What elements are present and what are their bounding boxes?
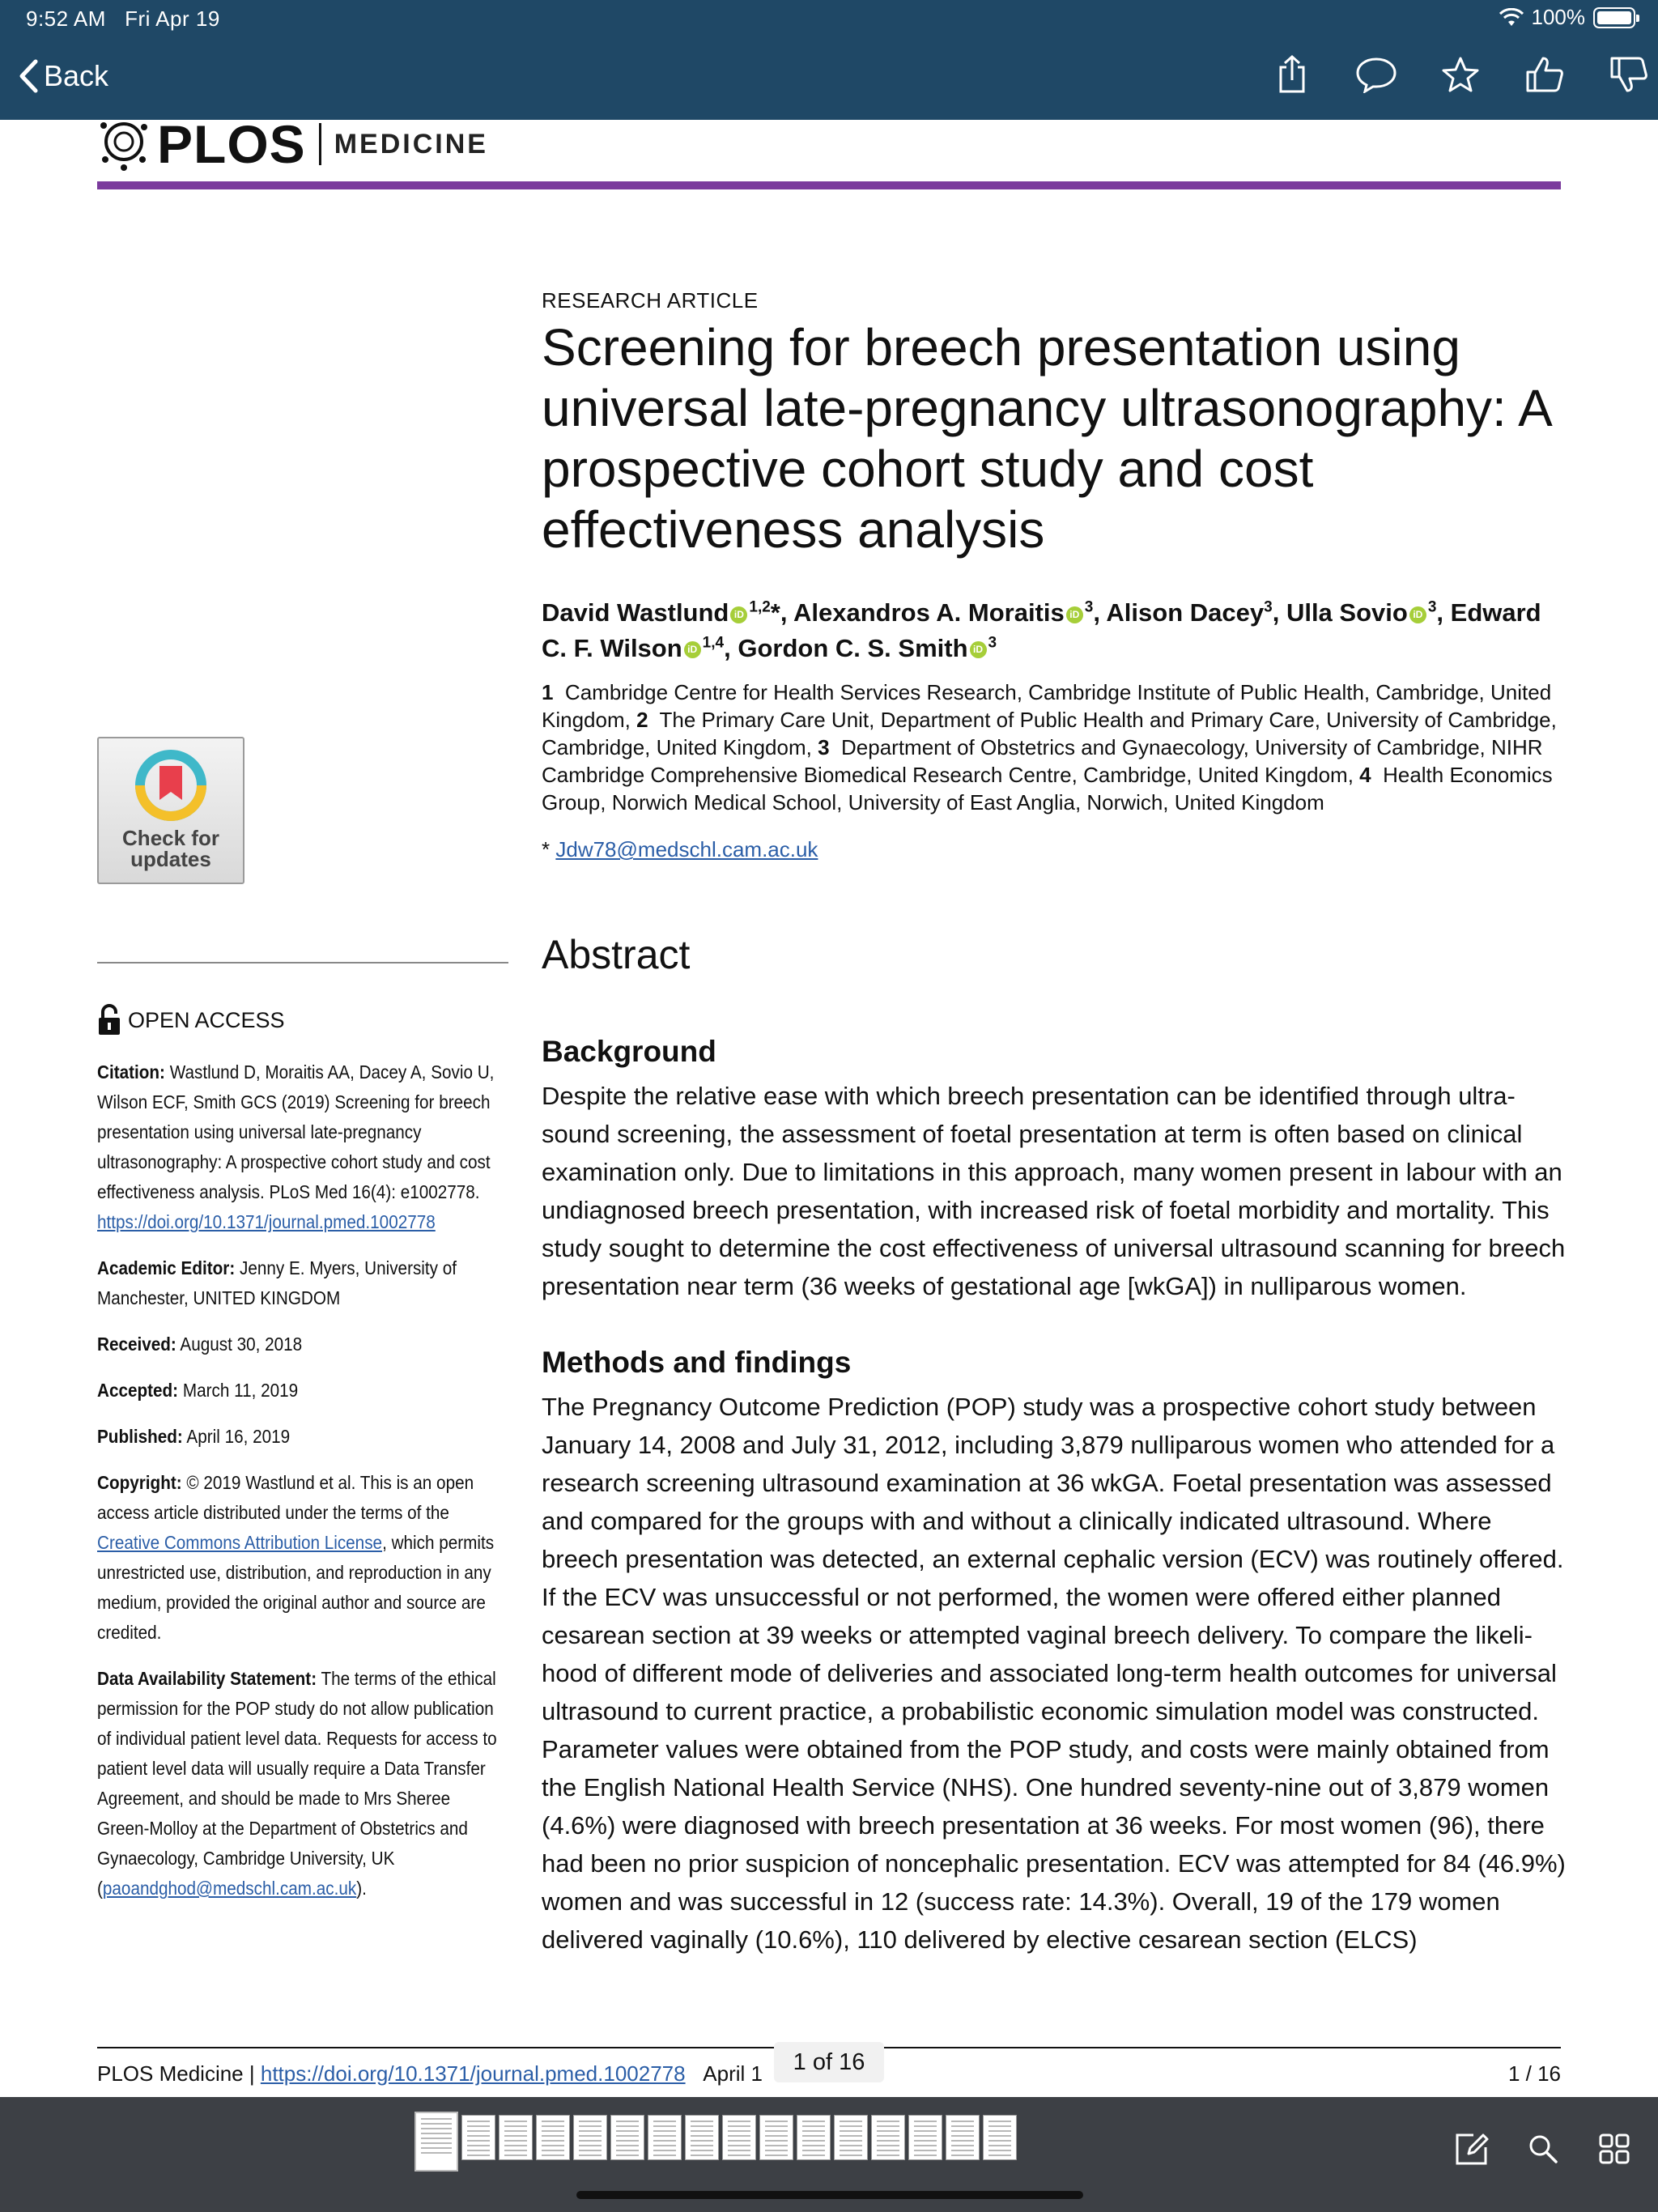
- journal-name: MEDICINE: [334, 128, 488, 160]
- tool-actions: [1452, 2129, 1634, 2168]
- author: Ulla Sovio iD $^3$,: [1286, 598, 1444, 627]
- author-affiliation: 3: [1084, 599, 1094, 616]
- published-value: April 16, 2019: [186, 1426, 291, 1447]
- data-availability-label: Data Availability Statement:: [97, 1668, 317, 1689]
- published-label: Published:: [97, 1426, 183, 1447]
- footer-doi-link[interactable]: https://doi.org/10.1371/journal.pmed.1002778: [260, 2061, 686, 2086]
- article-info: [97, 1057, 497, 1920]
- corresponding-email: [542, 837, 818, 862]
- citation-label: Citation:: [97, 1061, 165, 1083]
- copyright: [97, 1468, 505, 1648]
- battery-percent: 100%: [1531, 5, 1585, 29]
- page-thumbnail[interactable]: [685, 2115, 719, 2160]
- affiliation-text: Cambridge Centre for Health Services Research, Cambridge Institute of Public Health, Cambridge, United Kingdom,: [542, 680, 1552, 732]
- received-date: [97, 1329, 505, 1359]
- status-date: Fri Apr 19: [125, 6, 220, 31]
- article-type: RESEARCH ARTICLE: [542, 288, 759, 313]
- license-link[interactable]: Creative Commons Attribution License: [97, 1532, 383, 1553]
- crossmark-icon: [132, 747, 210, 824]
- corresponding-mark: *: [770, 598, 780, 627]
- accepted-value: March 11, 2019: [182, 1380, 299, 1401]
- received-label: Received:: [97, 1334, 176, 1355]
- page-thumbnail[interactable]: [871, 2115, 905, 2160]
- check-for-updates-button[interactable]: [97, 737, 244, 884]
- orcid-icon[interactable]: iD: [730, 606, 747, 623]
- share-icon: [1276, 54, 1308, 95]
- markup-icon: [1454, 2131, 1490, 2167]
- email-link[interactable]: Jdw78@medschl.cam.ac.uk: [555, 837, 818, 861]
- article-title: Screening for breech presentation using universal late-pregnancy ultrasonography: A prospective cohort study and cost effectiveness analysis: [542, 318, 1550, 559]
- search-icon: [1527, 2133, 1559, 2165]
- abstract-heading: Abstract: [542, 932, 691, 977]
- affiliation-number: 3: [818, 735, 830, 759]
- thumbs-down-icon: [1609, 56, 1648, 93]
- author-name: Alison Dacey: [1106, 598, 1265, 627]
- background-heading: Background: [542, 1035, 716, 1068]
- page-thumbnail[interactable]: [946, 2115, 980, 2160]
- page-thumbnail[interactable]: [499, 2115, 533, 2160]
- affiliation-text: Department of Obstetrics and Gynaecology, University of Cambridge, NIHR Cambridge Comprehensive Biomedical Research Centre, Cambridge, United Kingdom,: [542, 735, 1543, 787]
- pdf-page[interactable]: [0, 120, 1658, 2097]
- status-time: [26, 6, 220, 32]
- methods-text: The Pregnancy Outcome Prediction (POP) study was a prospective cohort study between January 14, 2008 and July 31, 2012, including 3,879 nulliparous women who attended for a research screening ultrasound examination at 36 wkGA. Foetal presentation was assessed and compared for the groups with and without a clinically indicated ultrasound. Where breech presentation was detected, an external cephalic version (ECV) was routinely offered. If the ECV was unsuccessful or not performed, the women were offered either planned cesarean section at 39 weeks or attempted vaginal breech delivery. To compare the likeli-hood of different mode of deliveries and associated long-term health outcomes for universal ultrasound to current practice, a probabilistic economic simulation model was constructed. Parameter values were obtained from the POP study, and costs were mainly obtained from the English National Health Service (NHS). One hundred seventy-nine out of 3,879 women (4.6%) were diagnosed with breech presentation at 36 weeks. For most women (96), there had been no prior suspicion of noncephalic presentation. ECV was attempted for 84 (46.9%) women and was successful in 12 (success rate: 14.3%). Overall, 19 of the 179 women delivered vaginally (10.6%), 110 delivered by elective cesarean section (ELCS): [542, 1393, 1566, 1954]
- clock: 9:52 AM: [26, 6, 106, 31]
- author-name: David Wastlund: [542, 598, 729, 627]
- accepted-date: [97, 1376, 505, 1406]
- plos-globe-icon: [97, 120, 151, 171]
- open-access: [97, 1004, 285, 1036]
- received-value: August 30, 2018: [180, 1334, 303, 1355]
- author-name: Gordon C. S. Smith: [738, 633, 968, 662]
- data-availability-text: The terms of the ethical permission for the POP study do not allow publication of individual patient level data. Requests for access to patient level data will usually require a Data Transfer Agreement, and should be made to Mrs Sheree Green-Molloy at the Department of Obstetrics and Gynaecology, Cambridge University, UK (: [97, 1668, 497, 1899]
- battery-icon: [1593, 7, 1635, 28]
- orcid-icon[interactable]: iD: [970, 641, 987, 658]
- published-date: [97, 1422, 505, 1452]
- page-thumbnail[interactable]: [722, 2115, 756, 2160]
- page-thumbnail[interactable]: [759, 2115, 793, 2160]
- copyright-label: Copyright:: [97, 1472, 182, 1493]
- open-access-label: OPEN ACCESS: [128, 1007, 285, 1032]
- bottom-toolbar: [0, 2097, 1658, 2212]
- page-footer: [97, 2061, 763, 2087]
- nav-actions: [1271, 53, 1650, 96]
- favorite-button[interactable]: [1439, 53, 1482, 96]
- affiliation-number: 2: [636, 708, 648, 732]
- author-affiliation: 3: [1427, 599, 1437, 616]
- wifi-icon: [1499, 8, 1524, 28]
- affiliation-number: 1: [542, 680, 554, 704]
- page-thumbnail[interactable]: [834, 2115, 868, 2160]
- page-thumbnail[interactable]: [414, 2112, 458, 2172]
- accepted-label: Accepted:: [97, 1380, 179, 1401]
- copyright-text-end: , which permits unrestricted use, distribution, and reproduction in any medium, provided the original author and source are credited.: [97, 1532, 495, 1643]
- author-name: Alexandros A. Moraitis: [793, 598, 1065, 627]
- back-label: Back: [44, 59, 109, 92]
- footer-journal: PLOS Medicine |: [97, 2061, 255, 2086]
- header-rule: [97, 181, 1561, 189]
- affiliations: [542, 678, 1570, 816]
- orcid-icon[interactable]: iD: [1409, 606, 1426, 623]
- citation-text: Wastlund D, Moraitis AA, Dacey A, Sovio U, Wilson ECF, Smith GCS (2019) Screening for breech presentation using universal late-pregnancy ultrasonography: A prospective cohort study and cost effectiveness analysis. PLoS Med 16(4): e1002778.: [97, 1061, 495, 1202]
- page-thumbnail[interactable]: [536, 2115, 570, 2160]
- affiliation-number: 4: [1359, 763, 1371, 787]
- background-text: Despite the relative ease with which breech presentation can be identified through ultra-sound screening, the assessment of foetal presentation at term is often based on clinical examination only. Due to limitations in this approach, many women present in labour with an undiagnosed breech presentation, with increased risk of foetal morbidity and mortality. This study sought to determine the cost effectiveness of universal ultrasound scanning for breech presentation near term (36 weeks of gestational age [wkGA]) in nulliparous women.: [542, 1082, 1566, 1300]
- author: [738, 634, 997, 662]
- author: Alison Dacey$^3$,: [1106, 598, 1280, 627]
- methods-heading: Methods and findings: [542, 1346, 852, 1379]
- dislike-button[interactable]: [1608, 53, 1650, 96]
- page-thumbnail[interactable]: [573, 2115, 607, 2160]
- data-request-email-link[interactable]: paoandghod@medschl.cam.ac.uk: [102, 1878, 357, 1899]
- copyright-text: © 2019 Wastlund et al. This is an open access article distributed under the terms of the: [97, 1472, 474, 1523]
- affiliation-text: Health Economics Group, Norwich Medical School, University of East Anglia, Norwich, United Kingdom: [542, 763, 1553, 815]
- author-name: Ulla Sovio: [1286, 598, 1408, 627]
- author-affiliation: 3: [988, 634, 997, 652]
- page-thumbnail[interactable]: [610, 2115, 644, 2160]
- chevron-left-icon: [18, 58, 39, 94]
- update-badge-label: Check for updates: [122, 826, 219, 871]
- author-list: [542, 593, 1570, 663]
- sidebar-rule: [97, 962, 508, 963]
- data-availability-end: ).: [356, 1878, 367, 1899]
- page-thumbnails: [414, 2115, 1017, 2172]
- author: Alexandros A. Moraitis iD $^3$,: [793, 598, 1100, 627]
- thumbs-up-icon: [1525, 56, 1564, 93]
- data-availability: [97, 1664, 505, 1904]
- share-button[interactable]: [1271, 53, 1313, 96]
- citation: [97, 1057, 505, 1237]
- journal-logo: [97, 120, 488, 174]
- comment-button[interactable]: [1355, 53, 1397, 96]
- page-thumbnail[interactable]: [648, 2115, 682, 2160]
- author-name: Edward C. F. Wilson: [542, 598, 1541, 662]
- star-icon: [1442, 56, 1479, 93]
- page-thumbnail[interactable]: [983, 2115, 1017, 2160]
- page-thumbnail[interactable]: [908, 2115, 942, 2160]
- markup-button[interactable]: [1452, 2129, 1491, 2168]
- author: David Wastlund iD $^{1,2}$*,: [542, 598, 788, 627]
- author: Edward C. F. Wilson iD $^{1,4}$,: [542, 598, 1541, 662]
- home-indicator[interactable]: [576, 2191, 1083, 2199]
- status-indicators: [1499, 5, 1636, 30]
- footer-date: April 1: [703, 2061, 763, 2086]
- academic-editor: [97, 1253, 505, 1313]
- orcid-icon[interactable]: iD: [684, 641, 701, 658]
- back-button[interactable]: [18, 58, 108, 94]
- comment-icon: [1355, 56, 1397, 93]
- open-lock-icon: [97, 1004, 121, 1036]
- editor-label: Academic Editor:: [97, 1257, 236, 1278]
- journal-brand: PLOS: [157, 120, 306, 174]
- logo-divider: [319, 123, 321, 165]
- grid-view-button[interactable]: [1595, 2129, 1634, 2168]
- like-button[interactable]: [1524, 53, 1566, 96]
- author-affiliation: 3: [1264, 599, 1273, 616]
- top-bar: [0, 0, 1658, 120]
- footer-page-number: 1 / 16: [1507, 2061, 1561, 2086]
- email-prefix: *: [542, 837, 551, 861]
- orcid-icon[interactable]: iD: [1066, 606, 1083, 623]
- page-indicator: 1 of 16: [774, 2042, 884, 2082]
- page-thumbnail[interactable]: [797, 2115, 831, 2160]
- affiliation-text: The Primary Care Unit, Department of Public Health and Primary Care, University of Cambridge, Cambridge, United Kingdom,: [542, 708, 1557, 759]
- author-affiliation: 1,2: [749, 599, 771, 616]
- search-button[interactable]: [1524, 2129, 1562, 2168]
- page-thumbnail[interactable]: [461, 2115, 495, 2160]
- author-affiliation: 1,4: [702, 634, 725, 652]
- editor-text: Jenny E. Myers, University of Manchester, UNITED KINGDOM: [97, 1257, 457, 1308]
- grid-icon: [1598, 2133, 1630, 2165]
- citation-doi-link[interactable]: https://doi.org/10.1371/journal.pmed.1002778: [97, 1211, 436, 1232]
